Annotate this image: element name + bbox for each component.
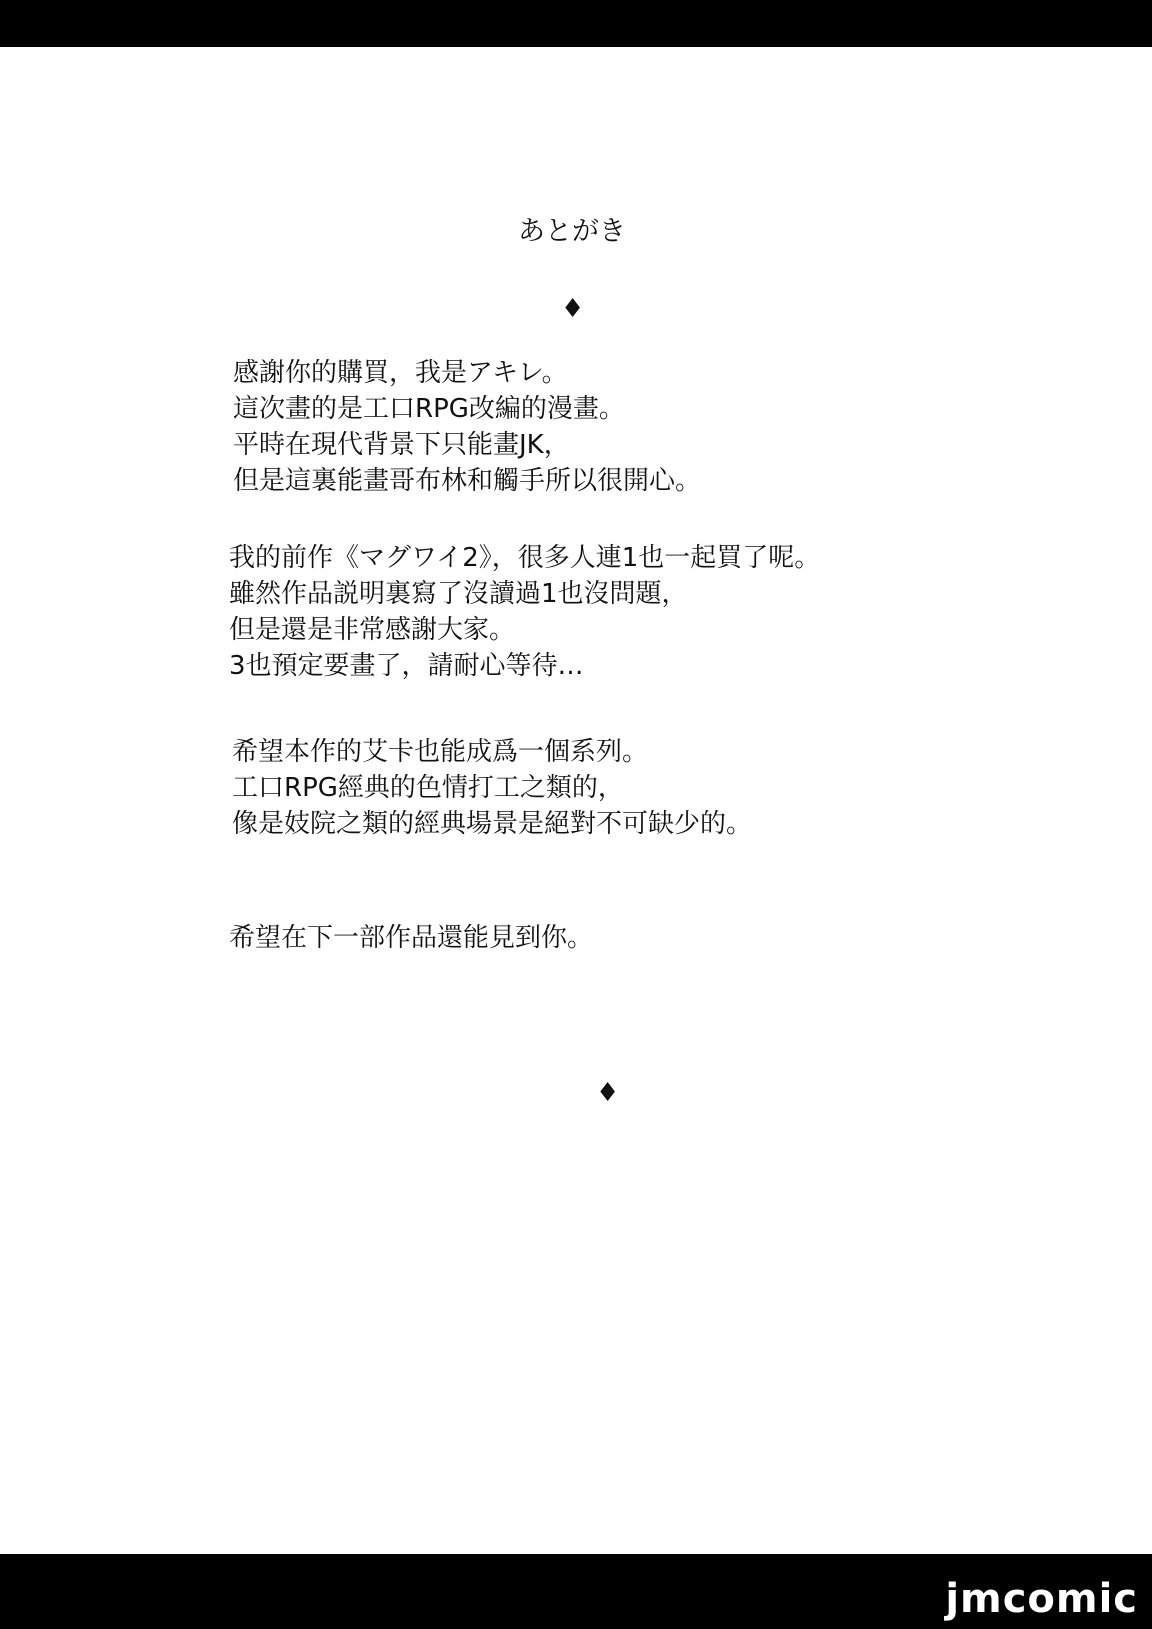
paragraph-line: 像是妓院之類的經典場景是絕對不可缺少的。 xyxy=(232,809,753,839)
paragraph-line: 3也預定要畫了，請耐心等待… xyxy=(229,651,584,681)
paragraph-line: 但是還是非常感謝大家。 xyxy=(229,615,516,645)
paragraph-line: 我的前作《マグワイ2》，很多人連1也一起買了呢。 xyxy=(229,543,821,573)
paragraph-line: 雖然作品説明裏寫了沒讀過1也沒問題， xyxy=(229,579,688,609)
paragraph-2 xyxy=(229,540,820,684)
paragraph-line: 希望本作的艾卡也能成爲一個系列。 xyxy=(232,737,649,767)
paragraph-line: 希望在下一部作品還能見到你。 xyxy=(229,923,594,953)
diamond-ornament-bottom: ♦ xyxy=(596,1078,620,1108)
paragraph-line: 但是這裏能畫哥布林和觸手所以很開心。 xyxy=(233,466,702,496)
paragraph-line: 這次畫的是工口RPG改編的漫畫。 xyxy=(233,394,625,424)
paragraph-line: 工口RPG經典的色情打工之類的， xyxy=(232,773,624,803)
paragraph-line: 平時在現代背景下只能畫JK， xyxy=(233,430,570,460)
page-title: あとがき xyxy=(518,216,626,247)
diamond-ornament-top: ♦ xyxy=(561,294,585,324)
watermark-logo: jmcomic xyxy=(945,1576,1138,1622)
paragraph-4 xyxy=(229,920,593,956)
top-black-bar xyxy=(0,0,1152,47)
paragraph-1 xyxy=(233,355,701,499)
paragraph-3 xyxy=(232,734,752,842)
paragraph-line: 感謝你的購買，我是アキレ。 xyxy=(233,358,568,388)
